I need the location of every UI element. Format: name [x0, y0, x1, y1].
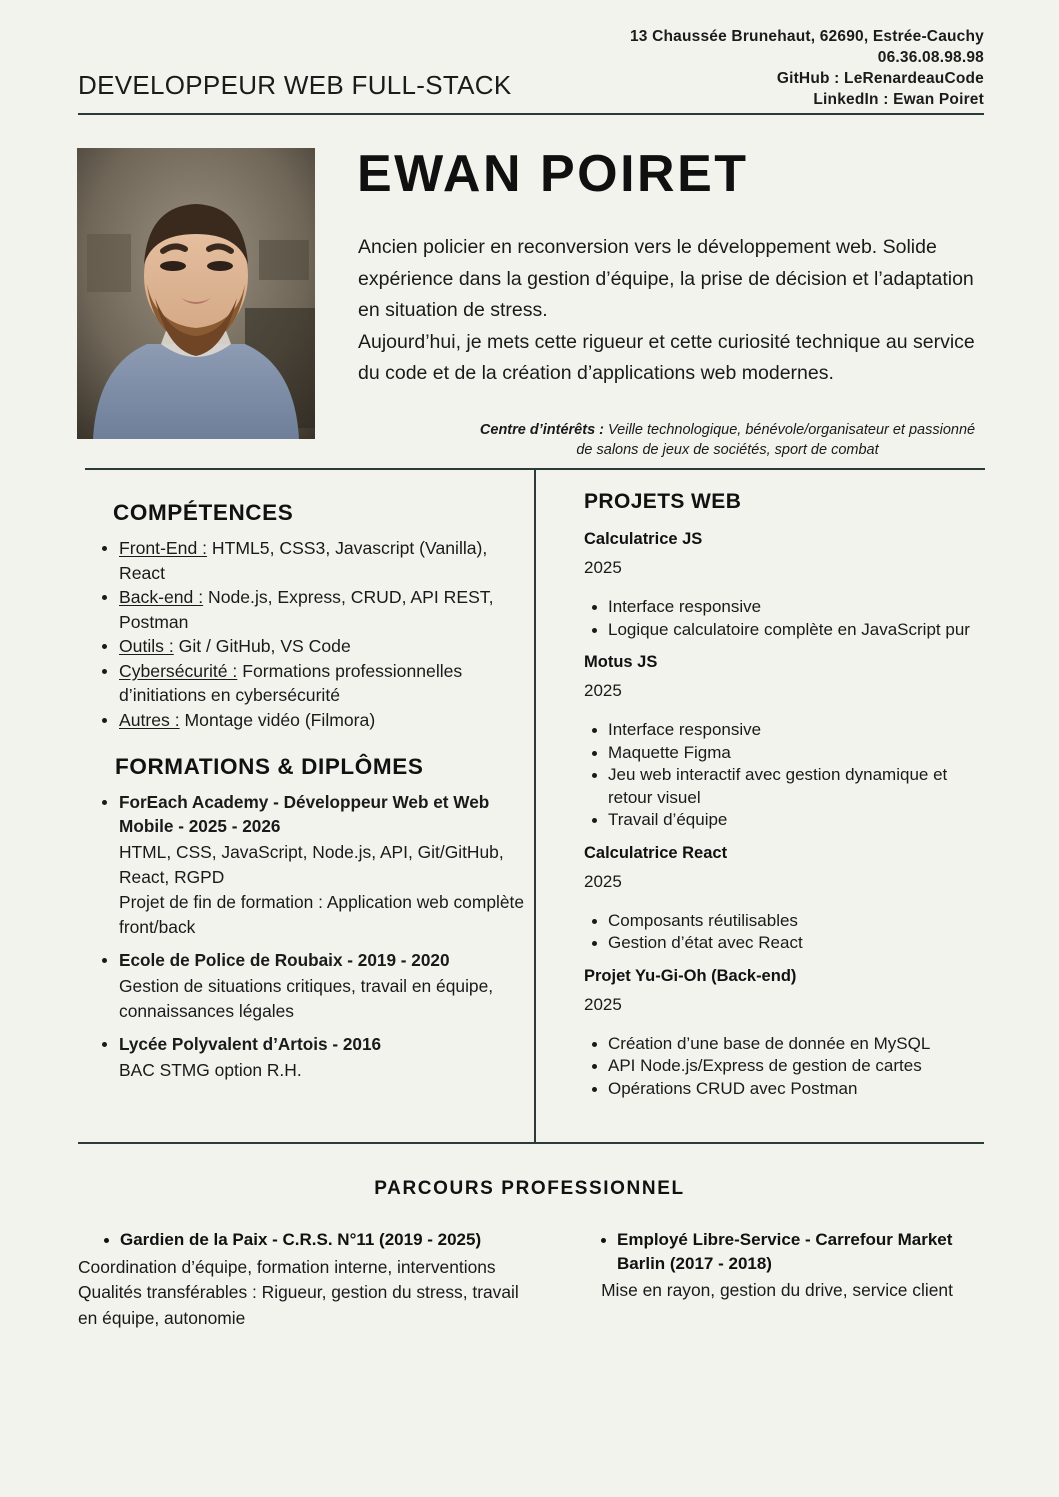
parcours-job-left — [78, 1228, 528, 1331]
list-item — [119, 948, 525, 1024]
projets-heading: PROJETS WEB — [584, 490, 742, 513]
list-item: Composants réutilisables — [608, 910, 985, 933]
list-item: API Node.js/Express de gestion de cartes — [608, 1055, 985, 1078]
formations-heading: FORMATIONS & DIPLÔMES — [115, 754, 424, 779]
formation-title: Ecole de Police de Roubaix - 2019 - 2020 — [119, 950, 450, 970]
formations-list — [85, 790, 525, 1083]
profile-summary: Ancien policier en reconversion vers le développement web. Solide expérience dans la gestion d’équipe, la prise de décision et l’adaptation en situation de stress. Aujourd’hui, je mets cette rigueur et cette curiosité technique au service du code et de la création d’applications web modernes. — [358, 236, 975, 384]
list-item: Interface responsive — [608, 596, 985, 619]
formation-details: BAC STMG option R.H. — [119, 1060, 302, 1080]
list-item: Opérations CRUD avec Postman — [608, 1078, 985, 1101]
left-column — [85, 500, 525, 1091]
contact-block — [630, 26, 984, 110]
list-item: Gestion d’état avec React — [608, 932, 985, 955]
avatar — [77, 148, 315, 439]
project-entry — [584, 528, 985, 579]
list-item — [119, 659, 525, 708]
header-divider — [78, 113, 984, 115]
project-name: Projet Yu-Gi-Oh (Back-end) — [584, 966, 797, 985]
list-item — [119, 790, 525, 940]
formation-title: ForEach Academy - Développeur Web et Web Mobile - 2025 - 2026 — [119, 792, 490, 836]
section-divider-bottom — [78, 1142, 984, 1144]
interests-line — [470, 420, 985, 460]
competence-label: Outils : — [119, 636, 174, 656]
competence-label: Cybersécurité : — [119, 660, 238, 681]
formation-details: Gestion de situations critiques, travail en équipe, connaissances légales — [119, 976, 494, 1021]
contact-github: GitHub : LeRenardeauCode — [776, 70, 984, 87]
job-title: DEVELOPPEUR WEB FULL-STACK — [78, 70, 512, 100]
project-points — [570, 719, 985, 832]
competence-value: Formations professionnelles d’initiations en cybersécurité — [119, 660, 463, 705]
formation-title: Lycée Polyvalent d’Artois - 2016 — [119, 1034, 382, 1054]
competence-value: Git / GitHub, VS Code — [173, 636, 351, 656]
competence-value: Montage vidéo (Filmora) — [179, 709, 376, 730]
contact-linkedin: LinkedIn : Ewan Poiret — [813, 91, 984, 108]
competences-list — [85, 536, 525, 732]
list-item: Jeu web interactif avec gestion dynamique et retour visuel — [608, 764, 985, 809]
project-entry — [584, 842, 985, 893]
project-year: 2025 — [584, 994, 622, 1014]
job-title-text: Employé Libre-Service - Carrefour Market Barlin (2017 - 2018) — [575, 1228, 985, 1275]
projets-list — [570, 528, 985, 1100]
competences-heading: COMPÉTENCES — [113, 500, 294, 525]
list-item: Création d’une base de donnée en MySQL — [608, 1033, 985, 1056]
job-title-text: Gardien de la Paix - C.R.S. N°11 (2019 - 2025) — [78, 1228, 528, 1252]
competence-label: Autres : — [119, 709, 180, 730]
list-item: Travail d’équipe — [608, 809, 985, 832]
project-year: 2025 — [584, 871, 622, 891]
competence-label: Back-end : — [119, 587, 204, 607]
list-item — [119, 1032, 525, 1083]
page-header — [78, 26, 984, 108]
contact-address: 13 Chaussée Brunehaut, 62690, Estrée-Cauchy — [629, 28, 984, 45]
page-title: EWAN POIRET — [357, 145, 749, 203]
list-item: Logique calculatoire complète en JavaScript pur — [608, 619, 985, 642]
column-divider — [534, 470, 536, 1143]
project-name: Motus JS — [584, 653, 658, 671]
project-points — [570, 1033, 985, 1101]
parcours-job-right — [575, 1228, 985, 1304]
project-entry — [584, 651, 985, 702]
formation-details: HTML, CSS, JavaScript, Node.js, API, Git/GitHub, React, RGPD Projet de fin de formation : Application web complète front/back — [119, 842, 525, 937]
contact-phone: 06.36.08.98.98 — [877, 49, 984, 66]
list-item: Maquette Figma — [608, 742, 985, 765]
job-description: Coordination d’équipe, formation interne, interventions Qualités transférables : Rigueur, gestion du stress, travail en équipe, autonomie — [78, 1256, 519, 1328]
list-item — [119, 536, 525, 585]
interests-label: Centre d’intérêts : — [479, 422, 604, 438]
project-name: Calculatrice React — [584, 843, 728, 862]
list-item — [119, 708, 525, 733]
project-year: 2025 — [584, 681, 622, 700]
competence-value: HTML5, CSS3, Javascript (Vanilla), React — [119, 538, 488, 583]
right-column — [570, 490, 985, 1110]
list-item — [119, 585, 525, 634]
project-entry — [584, 965, 985, 1016]
project-points — [570, 910, 985, 955]
job-description: Mise en rayon, gestion du drive, service client — [601, 1280, 953, 1300]
project-year: 2025 — [584, 558, 622, 577]
project-name: Calculatrice JS — [584, 530, 703, 548]
parcours-heading: PARCOURS PROFESSIONNEL — [374, 1178, 685, 1199]
competence-value: Node.js, Express, CRUD, API REST, Postman — [119, 587, 494, 632]
project-points — [570, 596, 985, 641]
competence-label: Front-End : — [119, 538, 208, 558]
interests-text: Veille technologique, bénévole/organisateur et passionné de salons de jeux de sociétés, sport de combat — [576, 422, 976, 458]
list-item — [119, 634, 525, 659]
list-item: Interface responsive — [608, 719, 985, 742]
